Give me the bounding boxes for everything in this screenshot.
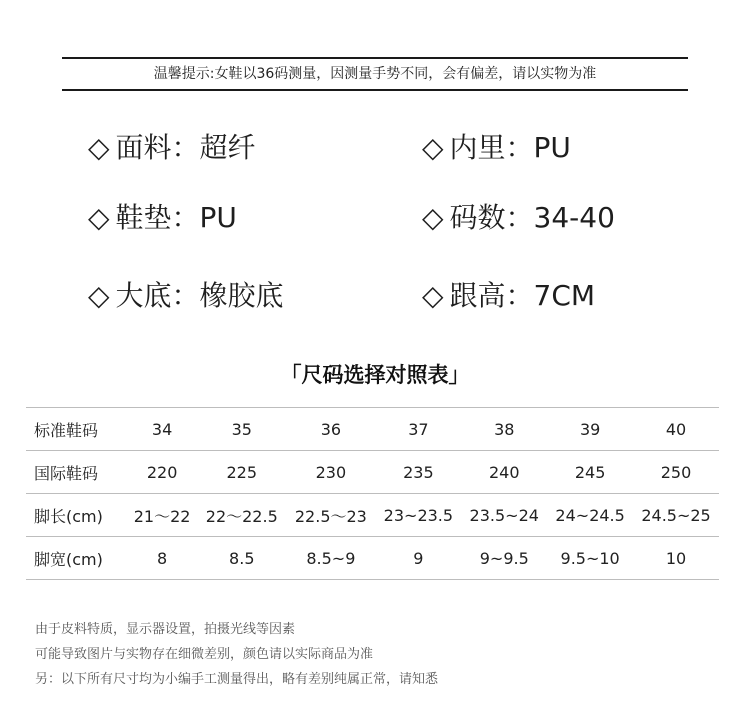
- table-cell: 34: [127, 408, 197, 451]
- table-cell: 40: [633, 408, 719, 451]
- spec-label: 鞋垫：PU: [115, 201, 237, 234]
- table-cell: 37: [375, 408, 461, 451]
- diamond-icon: ◇: [88, 201, 110, 234]
- row-label: 脚长(cm): [26, 494, 127, 537]
- table-cell: 250: [633, 451, 719, 494]
- table-cell: 10: [633, 537, 719, 580]
- table-cell: 23.5~24: [461, 494, 547, 537]
- table-row: [26, 408, 719, 451]
- note-line: 可能导致图片与实物存在细微差别，颜色请以实际商品为准: [35, 647, 374, 662]
- spec-outsole: [88, 280, 284, 312]
- size-chart-table: [26, 407, 719, 580]
- table-cell: 8.5: [197, 537, 286, 580]
- size-chart-title: 「尺码选择对照表」: [280, 363, 470, 387]
- table-cell: 8.5~9: [286, 537, 375, 580]
- table-cell: 22～22.5: [197, 494, 286, 537]
- table-cell: 9: [375, 537, 461, 580]
- row-label: 标准鞋码: [26, 408, 127, 451]
- table-cell: 8: [127, 537, 197, 580]
- table-cell: 9.5~10: [547, 537, 633, 580]
- table-cell: 240: [461, 451, 547, 494]
- table-cell: 24.5~25: [633, 494, 719, 537]
- diamond-icon: ◇: [422, 279, 444, 312]
- table-cell: 22.5～23: [286, 494, 375, 537]
- diamond-icon: ◇: [422, 131, 444, 164]
- table-cell: 230: [286, 451, 375, 494]
- table-row: [26, 451, 719, 494]
- note-line: 另：以下所有尺寸均为小编手工测量得出，略有差别纯属正常，请知悉: [35, 672, 439, 687]
- table-cell: 245: [547, 451, 633, 494]
- table-cell: 24~24.5: [547, 494, 633, 537]
- table-cell: 9~9.5: [461, 537, 547, 580]
- table-row: [26, 537, 719, 580]
- spec-insole: [88, 202, 237, 234]
- table-cell: 35: [197, 408, 286, 451]
- spec-label: 面料：超纤: [115, 131, 256, 164]
- table-cell: 235: [375, 451, 461, 494]
- table-cell: 225: [197, 451, 286, 494]
- spec-heel-height: [422, 280, 595, 312]
- note-line: 由于皮料特质，显示器设置，拍摄光线等因素: [35, 622, 296, 637]
- table-cell: 39: [547, 408, 633, 451]
- table-cell: 220: [127, 451, 197, 494]
- table-cell: 38: [461, 408, 547, 451]
- row-label: 国际鞋码: [26, 451, 127, 494]
- notice-banner: 温馨提示:女鞋以36码测量，因测量手势不同，会有偏差，请以实物为准: [62, 57, 688, 91]
- table-row: [26, 494, 719, 537]
- diamond-icon: ◇: [88, 131, 110, 164]
- table-cell: 23~23.5: [375, 494, 461, 537]
- spec-label: 大底：橡胶底: [115, 279, 284, 312]
- spec-label: 码数：34-40: [449, 201, 615, 234]
- disclaimer-notes: [35, 617, 438, 692]
- spec-material: [88, 132, 256, 164]
- diamond-icon: ◇: [422, 201, 444, 234]
- spec-label: 内里：PU: [449, 131, 571, 164]
- table-cell: 21～22: [127, 494, 197, 537]
- spec-label: 跟高：7CM: [449, 279, 596, 312]
- table-cell: 36: [286, 408, 375, 451]
- diamond-icon: ◇: [88, 279, 110, 312]
- spec-lining: [422, 132, 571, 164]
- row-label: 脚宽(cm): [26, 537, 127, 580]
- spec-size-range: [422, 202, 615, 234]
